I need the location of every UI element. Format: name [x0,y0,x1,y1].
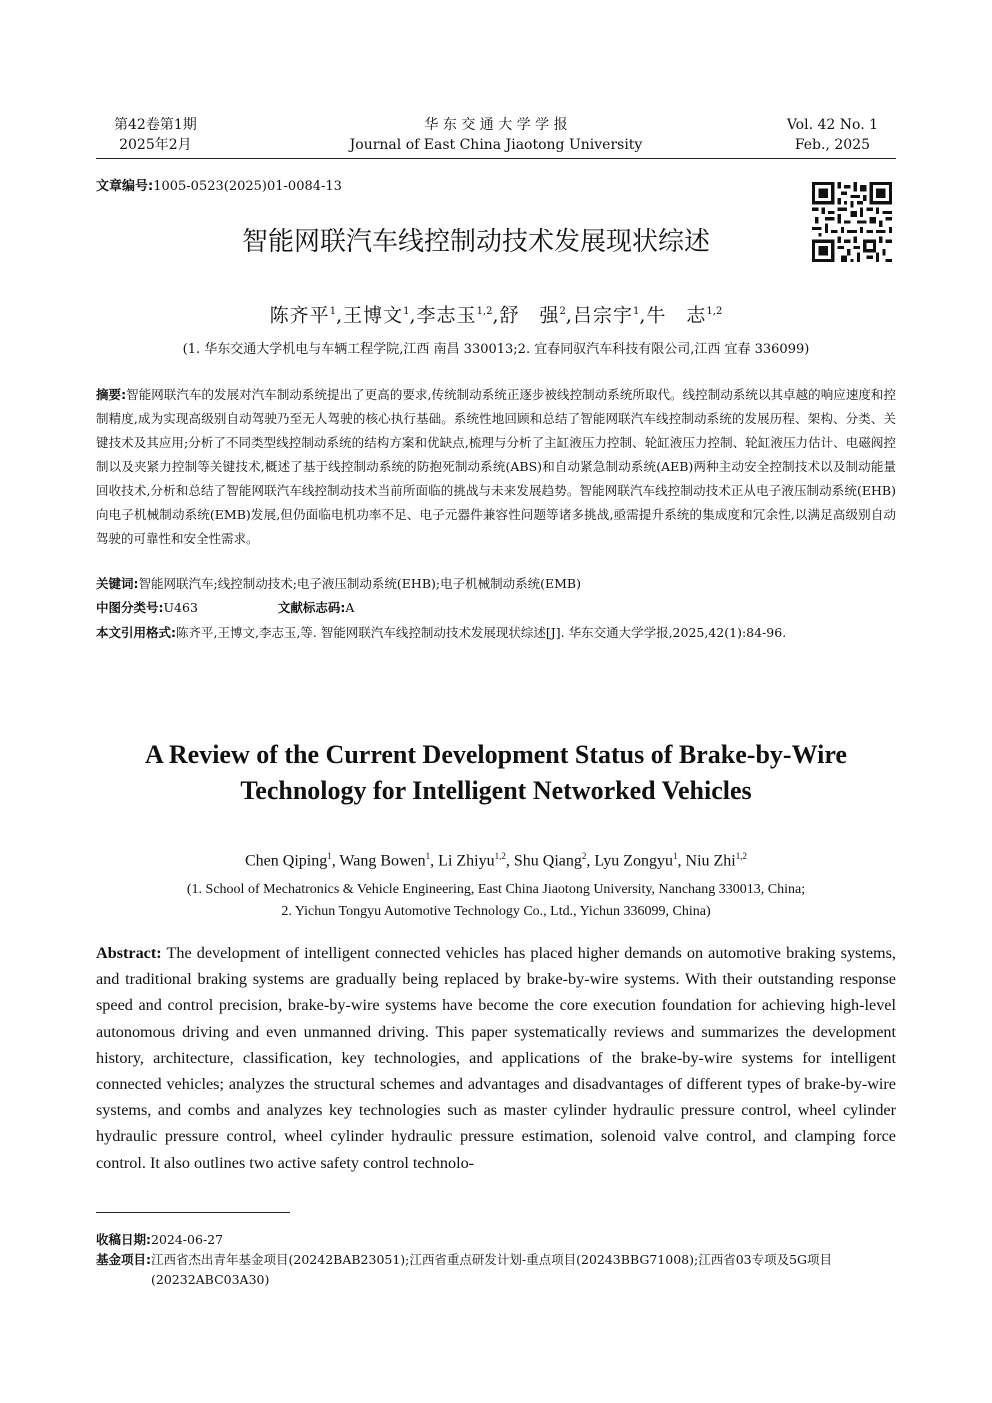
article-number-value: 1005-0523(2025)01-0084-13 [153,179,342,194]
author-cn: 李志玉 [416,304,477,327]
author-affil-mark: 2 [581,851,587,861]
author-affil-mark: 1 [632,306,640,317]
author-cn: 王博文 [343,304,404,327]
journal-name-en: Journal of East China Jiaotong University [349,137,643,153]
abstract-cn-text: 智能网联汽车的发展对汽车制动系统提出了更高的要求,传统制动系统正逐步被线控制动系统所取代。线控制动系统以其卓越的响应速度和控制精度,成为实现高级别自动驾驶乃至无人驾驶的核心执行基础。系统性地回顾和总结了智能网联汽车线控制动系统的发展历程、架构、分类、关键技术及其应用;分析了不同类型线控制动系统的结构方案和优缺点,梳理与分析了主缸液压力控制、轮缸液压力控制、轮缸液压力估计、电磁阀控制以及夹紧力控制等关键技术,概述了基于线控制动系统的防抱死制动系统(ABS)和自动紧急制动系统(AEB)两种主动安全控制技术以及制动能量回收技术,分析和总结了智能网联汽车线控制动技术当前所面临的挑战与未来发展趋势。智能网联汽车线控制动技术正从电子液压制动系统(EHB)向电子机械制动系统(EMB)发展,但仍面临电机功率不足、电子元器件兼容性问题等诸多挑战,亟需提升系统的集成度和冗余性,以满足高级别自动驾驶的可靠性和安全性需求。 [96,387,896,546]
received-label: 收稿日期: [96,1232,151,1247]
header-rule [96,158,896,159]
affiliation-en [0,879,992,923]
author-en: Lyu Zongyu [594,852,674,870]
article-number [96,178,342,196]
fund-project [96,1250,896,1290]
abstract-en-label: Abstract: [96,944,162,962]
author-en: Niu Zhi [685,852,736,870]
footnote-rule [96,1212,290,1213]
author-en: Chen Qiping [244,852,328,870]
author-affil-mark: 1,2 [706,306,723,317]
doc-code-value: A [345,600,355,615]
affiliation-en-line: 2. Yichun Tongyu Automotive Technology Co., Ltd., Yichun 336099, China) [281,904,711,919]
author-cn: 牛 志 [646,304,707,327]
clc-label: 中图分类号: [96,600,164,615]
author-affil-mark: 1 [673,851,678,861]
journal-name-cn: 华 东 交 通 大 学 学 报 [424,117,568,133]
volume-issue-cn: 第42卷第1期 [114,117,197,133]
citation-text: 陈齐平,王博文,李志玉,等. 智能网联汽车线控制动技术发展现状综述[J]. 华东交通大学学报,2025,42(1):84-96. [176,625,787,640]
article-number-label: 文章编号: [96,179,154,194]
clc-value: U463 [163,600,198,615]
fund-value: 江西省杰出青年基金项目(20242BAB23051);江西省重点研发计划-重点项目(20243BBG71008);江西省03专项及5G项目(20232ABC03A30) [151,1252,833,1287]
abstract-en-text: The development of intelligent connected vehicles has placed higher demands on automotive braking systems, and traditional braking systems are gradually being replaced by brake-by-wire systems. With their outstanding response speed and control precision, brake-by-wire systems have become the core execution foundation for achieving high-level autonomous driving and even unmanned driving. This paper systematically reviews and summarizes the development history, architecture, classification, key technologies, and applications of the brake-by-wire systems for intelligent connected vehicles; analyzes the structural schemes and advantages and disadvantages of different types of brake-by-wire systems, and combs and analyzes key technologies such as master cylinder hydraulic pressure control, wheel cylinder hydraulic pressure control, wheel cylinder hydraulic pressure estimation, solenoid valve control, and clamping force control. It also outlines two active safety control technolo- [96,944,896,1172]
classification-row [96,597,896,619]
received-date [96,1230,896,1250]
author-en: Shu Qiang [513,852,582,870]
keywords-cn [96,573,896,595]
author-affil-mark: 1 [329,306,337,317]
affiliation-cn: (1. 华东交通大学机电与车辆工程学院,江西 南昌 330013;2. 宜春同驭汽车科技有限公司,江西 宜春 336099) [182,342,810,357]
doc-code-label: 文献标志码: [277,600,346,615]
title-en-line: Technology for Intelligent Networked Vehicles [240,776,752,805]
authors-cn: 陈齐平$^1$,王博文$^1$,李志玉$^{1,2}$,舒 强$^2$,吕宗宇$^1$,牛 志$^{1,2}$ [269,304,723,327]
title-en-line: A Review of the Current Development Status of Brake-by-Wire [145,740,847,769]
author-affil-mark: 1,2 [735,851,747,861]
author-affil-mark: 1,2 [476,306,493,317]
abstract-cn [96,383,896,551]
abstract-en [96,940,896,1176]
abstract-cn-label: 摘要: [96,387,127,402]
affiliation-en-line: (1. School of Mechatronics & Vehicle Engineering, East China Jiaotong University, Nanchang 330013, China; [186,882,806,897]
author-affil-mark: 1,2 [494,851,506,861]
keywords-value: 智能网联汽车;线控制动技术;电子液压制动系统(EHB);电子机械制动系统(EMB) [138,576,581,591]
author-en: Wang Bowen [339,852,426,870]
authors-en: Chen Qiping$^1$, Wang Bowen$^1$, Li Zhiyu$^{1,2}$, Shu Qiang$^2$, Lyu Zongyu$^1$, Niu Zhi$^{1,2}$ [244,851,747,870]
fund-label: 基金项目: [96,1252,151,1267]
author-en: Li Zhiyu [438,852,495,870]
title-cn: 智能网联汽车线控制动技术发展现状综述 [241,227,710,257]
title-en [96,737,896,809]
journal-volume-issue-en [787,115,878,155]
author-cn: 舒 强 [499,304,560,327]
received-value: 2024-06-27 [151,1232,224,1247]
author-cn: 陈齐平 [269,304,330,327]
author-affil-mark: 1 [403,306,410,317]
author-affil-mark: 2 [559,306,566,317]
citation-format [96,621,896,645]
citation-label: 本文引用格式: [96,625,176,640]
date-cn: 2025年2月 [119,137,192,153]
author-affil-mark: 1 [425,851,431,861]
author-cn: 吕宗宇 [572,304,633,327]
date-en: Feb., 2025 [794,137,871,153]
author-affil-mark: 1 [327,851,332,861]
keywords-label: 关键词: [96,576,139,591]
volume-issue-en: Vol. 42 No. 1 [786,117,878,133]
